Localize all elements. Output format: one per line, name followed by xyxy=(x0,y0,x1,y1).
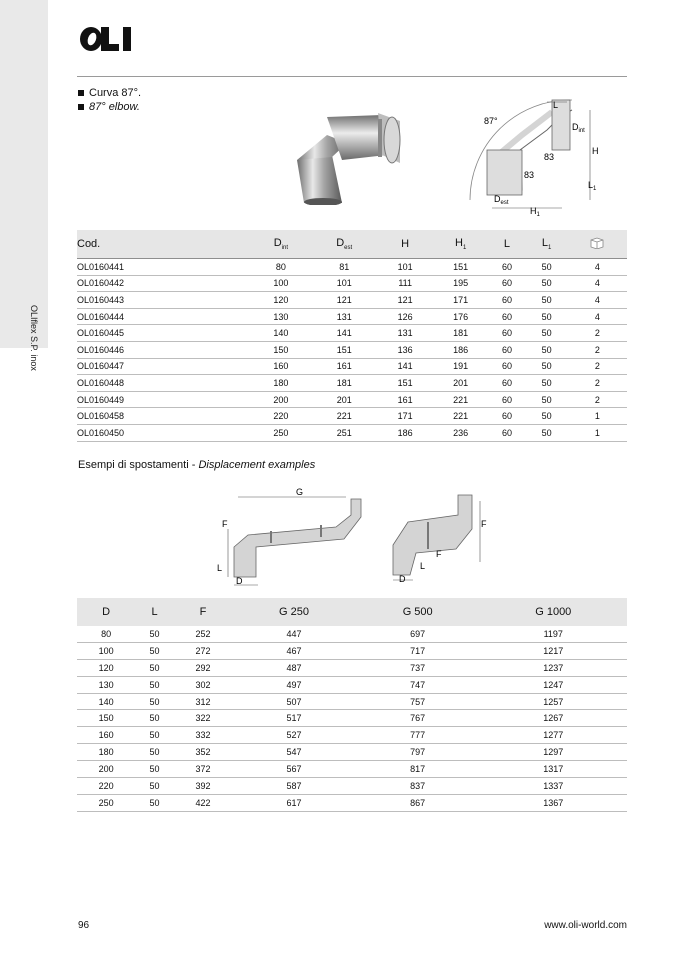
table-cell: 171 xyxy=(433,292,489,309)
table-header-row xyxy=(77,598,627,626)
table-cell: 737 xyxy=(356,659,480,676)
sidebar-band xyxy=(0,0,48,348)
table-cell: 392 xyxy=(174,778,232,795)
table-cell: 817 xyxy=(356,761,480,778)
table-cell: 121 xyxy=(377,292,433,309)
table-cell: 4 xyxy=(568,308,627,325)
col-header-l: L xyxy=(488,230,525,259)
table-cell: 2 xyxy=(568,375,627,392)
table-row xyxy=(77,727,627,744)
table-cell: 101 xyxy=(377,259,433,276)
table-row xyxy=(77,408,627,425)
table-cell: 201 xyxy=(311,391,377,408)
table-cell: 1317 xyxy=(480,761,627,778)
table-cell: 221 xyxy=(311,408,377,425)
table-row xyxy=(77,744,627,761)
table-cell: 50 xyxy=(525,325,567,342)
table-row xyxy=(77,275,627,292)
table-cell: 50 xyxy=(135,659,174,676)
table-row xyxy=(77,676,627,693)
table-cell: 195 xyxy=(433,275,489,292)
table-cell: 1277 xyxy=(480,727,627,744)
table-cell: 181 xyxy=(433,325,489,342)
table-cell: 292 xyxy=(174,659,232,676)
ex1-F-label: F xyxy=(222,519,228,529)
table-cell: 302 xyxy=(174,676,232,693)
table-row xyxy=(77,761,627,778)
ex2-L-label: L xyxy=(420,561,426,571)
table-cell: 186 xyxy=(433,341,489,358)
table-cell: 50 xyxy=(135,626,174,642)
table-cell: 160 xyxy=(77,727,135,744)
col-header-dint: $D_{int}$ xyxy=(251,230,311,259)
table-cell: 767 xyxy=(356,710,480,727)
table-cell: 2 xyxy=(568,341,627,358)
table-cell: 101 xyxy=(311,275,377,292)
table-cell: 80 xyxy=(77,626,135,642)
table-cell: 50 xyxy=(525,259,567,276)
table-cell: 60 xyxy=(488,408,525,425)
product-code-table xyxy=(77,230,627,442)
title-italian: Curva 87°. xyxy=(89,87,142,99)
table-cell: 180 xyxy=(77,744,135,761)
table-cell: OL0160443 xyxy=(77,292,251,309)
table-row xyxy=(77,292,627,309)
table-cell: 60 xyxy=(488,424,525,441)
table-cell: 130 xyxy=(251,308,311,325)
table-cell: 1 xyxy=(568,424,627,441)
table-cell: 176 xyxy=(433,308,489,325)
table-cell: 100 xyxy=(251,275,311,292)
table-cell: 121 xyxy=(311,292,377,309)
table-cell: 160 xyxy=(251,358,311,375)
table-cell: 867 xyxy=(356,794,480,811)
table-row xyxy=(77,778,627,795)
table-row xyxy=(77,626,627,642)
table-cell: 161 xyxy=(311,358,377,375)
table-cell: 60 xyxy=(488,391,525,408)
table-header-row xyxy=(77,230,627,259)
product-titles xyxy=(78,86,141,114)
ex2-F-right-label: F xyxy=(481,519,487,529)
dim-L1-label: $L_1$ xyxy=(588,180,597,192)
section-displacement-title: Esempi di spostamenti - Displacement examples xyxy=(78,459,316,471)
col-header-dest: $D_{est}$ xyxy=(311,230,377,259)
dim-83a-label: 83 xyxy=(544,152,555,162)
table-cell: 50 xyxy=(135,642,174,659)
table-cell: 1237 xyxy=(480,659,627,676)
table-cell: 322 xyxy=(174,710,232,727)
table-cell: 507 xyxy=(232,693,356,710)
elbow-product-image xyxy=(282,105,412,205)
table-cell: 2 xyxy=(568,391,627,408)
ex1-G-label: G xyxy=(296,487,304,497)
table-cell: 161 xyxy=(377,391,433,408)
table-row xyxy=(77,710,627,727)
table-cell: 352 xyxy=(174,744,232,761)
table-cell: 757 xyxy=(356,693,480,710)
table-cell: 251 xyxy=(311,424,377,441)
table-row xyxy=(77,375,627,392)
table-cell: 130 xyxy=(77,676,135,693)
table-cell: 60 xyxy=(488,358,525,375)
table-cell: 50 xyxy=(135,744,174,761)
package-icon xyxy=(590,237,604,249)
ex1-D-label: D xyxy=(236,576,243,586)
table-cell: 50 xyxy=(525,308,567,325)
dim-Dest-label: $D_{est}$ xyxy=(494,194,509,206)
table-cell: 191 xyxy=(433,358,489,375)
table-cell: 50 xyxy=(135,710,174,727)
table-cell: 1247 xyxy=(480,676,627,693)
table-cell: 60 xyxy=(488,341,525,358)
table-cell: 141 xyxy=(377,358,433,375)
table-row xyxy=(77,659,627,676)
table-cell: 50 xyxy=(525,275,567,292)
dim-Dint-label: $D_{int}$ xyxy=(572,122,585,134)
table-cell: 547 xyxy=(232,744,356,761)
displacement-example-2 xyxy=(388,487,498,592)
table-cell: 1337 xyxy=(480,778,627,795)
table-cell: 50 xyxy=(525,424,567,441)
table-row xyxy=(77,693,627,710)
table-cell: OL0160442 xyxy=(77,275,251,292)
table-cell: 50 xyxy=(525,391,567,408)
table-row xyxy=(77,308,627,325)
ex2-F-mid-label: F xyxy=(436,549,442,559)
table-cell: 151 xyxy=(377,375,433,392)
col-header-d: D xyxy=(77,598,135,626)
table-cell: 50 xyxy=(135,778,174,795)
table-cell: OL0160449 xyxy=(77,391,251,408)
col-header-f: F xyxy=(174,598,232,626)
col-header-l: L xyxy=(135,598,174,626)
title-english: 87° elbow. xyxy=(89,101,140,113)
dim-H-label: H xyxy=(592,146,599,156)
table-cell: OL0160447 xyxy=(77,358,251,375)
col-header-l1: $L_1$ xyxy=(525,230,567,259)
table-cell: 181 xyxy=(311,375,377,392)
table-cell: 50 xyxy=(525,375,567,392)
table-cell: OL0160441 xyxy=(77,259,251,276)
bullet-square xyxy=(78,104,84,110)
table-cell: 747 xyxy=(356,676,480,693)
table-cell: 50 xyxy=(135,794,174,811)
header-rule xyxy=(77,76,627,77)
table-cell: 80 xyxy=(251,259,311,276)
table-cell: 447 xyxy=(232,626,356,642)
table-cell: 837 xyxy=(356,778,480,795)
col-header-g250: G 250 xyxy=(232,598,356,626)
oli-logo xyxy=(79,24,139,54)
table-cell: 120 xyxy=(251,292,311,309)
sidebar-label: OLIflex S.P. inox xyxy=(29,305,39,371)
dim-L-label: L xyxy=(553,100,559,110)
table-cell: 220 xyxy=(251,408,311,425)
table-cell: 250 xyxy=(251,424,311,441)
col-header-g500: G 500 xyxy=(356,598,480,626)
table-cell: 200 xyxy=(251,391,311,408)
table-cell: 777 xyxy=(356,727,480,744)
table-cell: 697 xyxy=(356,626,480,642)
table-cell: 497 xyxy=(232,676,356,693)
website-url: www.oli-world.com xyxy=(544,920,627,931)
table-cell: 312 xyxy=(174,693,232,710)
table-cell: OL0160445 xyxy=(77,325,251,342)
col-header-h: H xyxy=(377,230,433,259)
table-cell: 81 xyxy=(311,259,377,276)
displacement-example-1 xyxy=(216,487,376,592)
table-cell: 517 xyxy=(232,710,356,727)
table-row xyxy=(77,259,627,276)
table-cell: 4 xyxy=(568,292,627,309)
table-cell: 201 xyxy=(433,375,489,392)
table-cell: 60 xyxy=(488,375,525,392)
table-cell: 50 xyxy=(525,341,567,358)
table-row xyxy=(77,794,627,811)
table-cell: 1367 xyxy=(480,794,627,811)
table-cell: 50 xyxy=(135,727,174,744)
table-cell: 332 xyxy=(174,727,232,744)
table-cell: 136 xyxy=(377,341,433,358)
table-cell: OL0160458 xyxy=(77,408,251,425)
table-cell: 467 xyxy=(232,642,356,659)
ex2-D-label: D xyxy=(399,574,406,584)
table-cell: 60 xyxy=(488,325,525,342)
bullet-square xyxy=(78,90,84,96)
col-header-g1000: G 1000 xyxy=(480,598,627,626)
dim-angle-label: 87° xyxy=(484,116,498,126)
table-cell: 372 xyxy=(174,761,232,778)
table-cell: 60 xyxy=(488,275,525,292)
col-header-cod: Cod. xyxy=(77,230,251,259)
table-cell: 150 xyxy=(251,341,311,358)
table-cell: 250 xyxy=(77,794,135,811)
table-cell: 567 xyxy=(232,761,356,778)
ex1-L-label: L xyxy=(217,563,223,573)
table-cell: 50 xyxy=(525,358,567,375)
table-cell: 2 xyxy=(568,358,627,375)
table-cell: 126 xyxy=(377,308,433,325)
table-cell: 131 xyxy=(377,325,433,342)
table-cell: 180 xyxy=(251,375,311,392)
table-cell: OL0160448 xyxy=(77,375,251,392)
col-header-h1: $H_1$ xyxy=(433,230,489,259)
table-cell: 587 xyxy=(232,778,356,795)
table-cell: 186 xyxy=(377,424,433,441)
table-cell: OL0160446 xyxy=(77,341,251,358)
table-cell: 171 xyxy=(377,408,433,425)
table-cell: 200 xyxy=(77,761,135,778)
table-cell: 4 xyxy=(568,259,627,276)
table-row xyxy=(77,358,627,375)
table-cell: OL0160444 xyxy=(77,308,251,325)
table-row xyxy=(77,642,627,659)
table-cell: 60 xyxy=(488,259,525,276)
table-cell: 60 xyxy=(488,292,525,309)
table-cell: 140 xyxy=(251,325,311,342)
table-cell: OL0160450 xyxy=(77,424,251,441)
table-row xyxy=(77,325,627,342)
table-cell: 50 xyxy=(135,693,174,710)
table-cell: 1297 xyxy=(480,744,627,761)
table-cell: 50 xyxy=(525,292,567,309)
table-cell: 141 xyxy=(311,325,377,342)
table-cell: 220 xyxy=(77,778,135,795)
table-cell: 120 xyxy=(77,659,135,676)
dimension-diagram xyxy=(462,90,612,220)
table-cell: 252 xyxy=(174,626,232,642)
table-row xyxy=(77,391,627,408)
displacement-table xyxy=(77,598,627,812)
table-cell: 797 xyxy=(356,744,480,761)
table-cell: 1257 xyxy=(480,693,627,710)
table-cell: 150 xyxy=(77,710,135,727)
table-cell: 50 xyxy=(135,676,174,693)
page-number: 96 xyxy=(78,920,90,931)
table-cell: 1217 xyxy=(480,642,627,659)
table-cell: 422 xyxy=(174,794,232,811)
table-cell: 111 xyxy=(377,275,433,292)
table-cell: 487 xyxy=(232,659,356,676)
dim-83b-label: 83 xyxy=(524,170,535,180)
table-cell: 527 xyxy=(232,727,356,744)
table-row xyxy=(77,341,627,358)
col-header-package xyxy=(568,230,627,259)
table-cell: 1267 xyxy=(480,710,627,727)
table-cell: 50 xyxy=(135,761,174,778)
table-cell: 272 xyxy=(174,642,232,659)
dim-H1-label: $H_1$ xyxy=(530,206,540,218)
table-cell: 151 xyxy=(311,341,377,358)
table-cell: 1 xyxy=(568,408,627,425)
table-cell: 2 xyxy=(568,325,627,342)
table-cell: 50 xyxy=(525,408,567,425)
table-row xyxy=(77,424,627,441)
table-cell: 617 xyxy=(232,794,356,811)
table-cell: 717 xyxy=(356,642,480,659)
table-cell: 140 xyxy=(77,693,135,710)
table-cell: 131 xyxy=(311,308,377,325)
table-cell: 1197 xyxy=(480,626,627,642)
table-cell: 221 xyxy=(433,408,489,425)
table-cell: 60 xyxy=(488,308,525,325)
table-cell: 100 xyxy=(77,642,135,659)
table-cell: 221 xyxy=(433,391,489,408)
table-cell: 151 xyxy=(433,259,489,276)
table-cell: 4 xyxy=(568,275,627,292)
table-cell: 236 xyxy=(433,424,489,441)
